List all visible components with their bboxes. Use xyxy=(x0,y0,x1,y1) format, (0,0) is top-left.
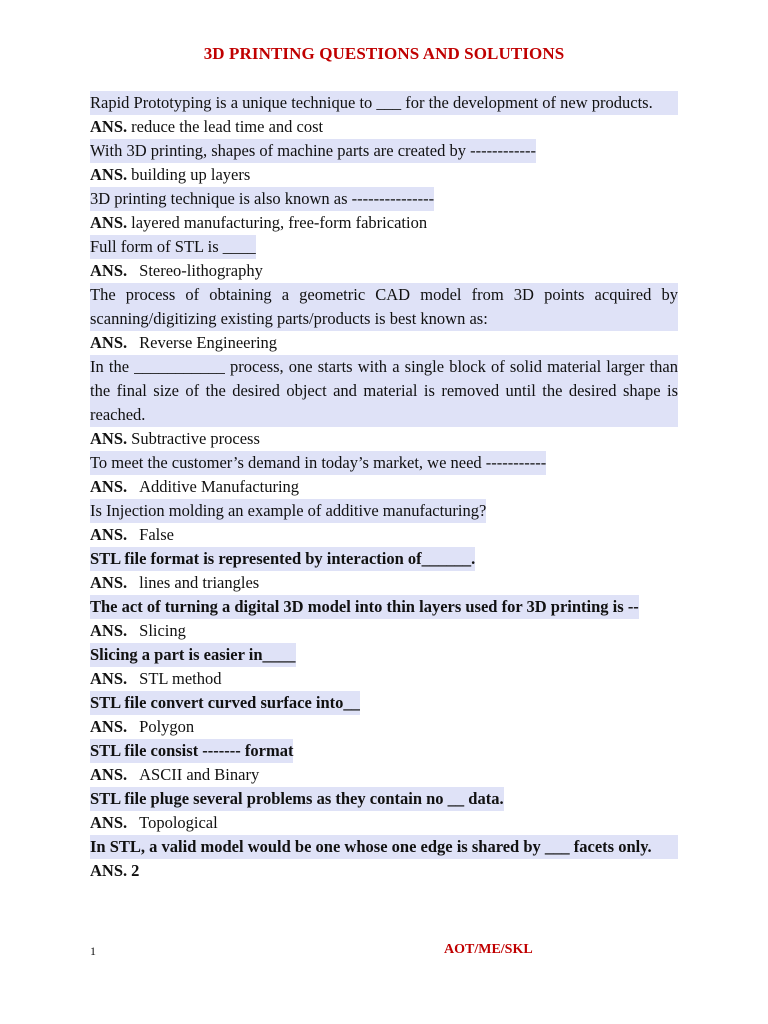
answer-3 xyxy=(90,211,678,235)
answer-label: ANS. xyxy=(90,213,128,232)
answer-text: Slicing xyxy=(139,621,186,640)
question-6: In the ___________ process, one starts with a single block of solid material larger than the final size of the desired object and material is removed until the desired shape is reached. xyxy=(90,355,678,427)
answer-9 xyxy=(90,571,678,595)
answer-5 xyxy=(90,331,678,355)
answer-6 xyxy=(90,427,678,451)
answer-label: ANS. xyxy=(90,261,128,280)
answer-label: ANS. xyxy=(90,573,128,592)
footer-code: AOT/ME/SKL xyxy=(444,942,533,957)
question-8: Is Injection molding an example of additive manufacturing? xyxy=(90,499,486,523)
answer-8 xyxy=(90,523,678,547)
answer-10 xyxy=(90,619,678,643)
answer-11 xyxy=(90,667,678,691)
answer-label: ANS. xyxy=(90,765,128,784)
answer-text: lines and triangles xyxy=(139,573,260,592)
answer-14 xyxy=(90,811,678,835)
question-7: To meet the customer’s demand in today’s market, we need ----------- xyxy=(90,451,546,475)
answer-label: ANS. xyxy=(90,117,128,136)
answer-text: 2 xyxy=(131,861,140,880)
question-3: 3D printing technique is also known as --------------- xyxy=(90,187,434,211)
answer-7 xyxy=(90,475,678,499)
answer-text: Subtractive process xyxy=(131,429,260,448)
answer-12 xyxy=(90,715,678,739)
qa-list xyxy=(90,91,678,883)
question-13: STL file consist ------- format xyxy=(90,739,293,763)
answer-1 xyxy=(90,115,678,139)
answer-text: Additive Manufacturing xyxy=(139,477,300,496)
page-number: 1 xyxy=(90,944,96,958)
answer-label: ANS. xyxy=(90,429,128,448)
answer-2 xyxy=(90,163,678,187)
answer-text: Stereo-lithography xyxy=(139,261,263,280)
answer-text: ASCII and Binary xyxy=(139,765,260,784)
answer-label: ANS. xyxy=(90,861,128,880)
answer-text: Polygon xyxy=(139,717,195,736)
question-14: STL file pluge several problems as they contain no __ data. xyxy=(90,787,504,811)
answer-label: ANS. xyxy=(90,717,128,736)
question-2: With 3D printing, shapes of machine parts are created by ------------ xyxy=(90,139,536,163)
answer-text: Reverse Engineering xyxy=(139,333,278,352)
question-10: The act of turning a digital 3D model into thin layers used for 3D printing is -- xyxy=(90,595,639,619)
answer-text: False xyxy=(139,525,174,544)
answer-15 xyxy=(90,859,678,883)
answer-text: layered manufacturing, free-form fabrication xyxy=(131,213,428,232)
answer-label: ANS. xyxy=(90,165,128,184)
answer-text: STL method xyxy=(139,669,222,688)
question-11: Slicing a part is easier in____ xyxy=(90,643,296,667)
question-5: The process of obtaining a geometric CAD model from 3D points acquired by scanning/digitizing existing parts/products is best known as: xyxy=(90,283,678,331)
question-12: STL file convert curved surface into__ xyxy=(90,691,360,715)
answer-label: ANS. xyxy=(90,621,128,640)
answer-13 xyxy=(90,763,678,787)
question-15: In STL, a valid model would be one whose one edge is shared by ___ facets only. xyxy=(90,835,678,859)
answer-label: ANS. xyxy=(90,813,128,832)
answer-label: ANS. xyxy=(90,669,128,688)
question-4: Full form of STL is ____ xyxy=(90,235,256,259)
answer-4 xyxy=(90,259,678,283)
answer-label: ANS. xyxy=(90,477,128,496)
question-9: STL file format is represented by interaction of______. xyxy=(90,547,475,571)
question-1: Rapid Prototyping is a unique technique to ___ for the development of new products. xyxy=(90,91,678,115)
answer-text: reduce the lead time and cost xyxy=(131,117,324,136)
page-title: 3D PRINTING QUESTIONS AND SOLUTIONS xyxy=(203,44,565,63)
answer-label: ANS. xyxy=(90,333,128,352)
answer-text: building up layers xyxy=(131,165,251,184)
answer-label: ANS. xyxy=(90,525,128,544)
answer-text: Topological xyxy=(139,813,218,832)
